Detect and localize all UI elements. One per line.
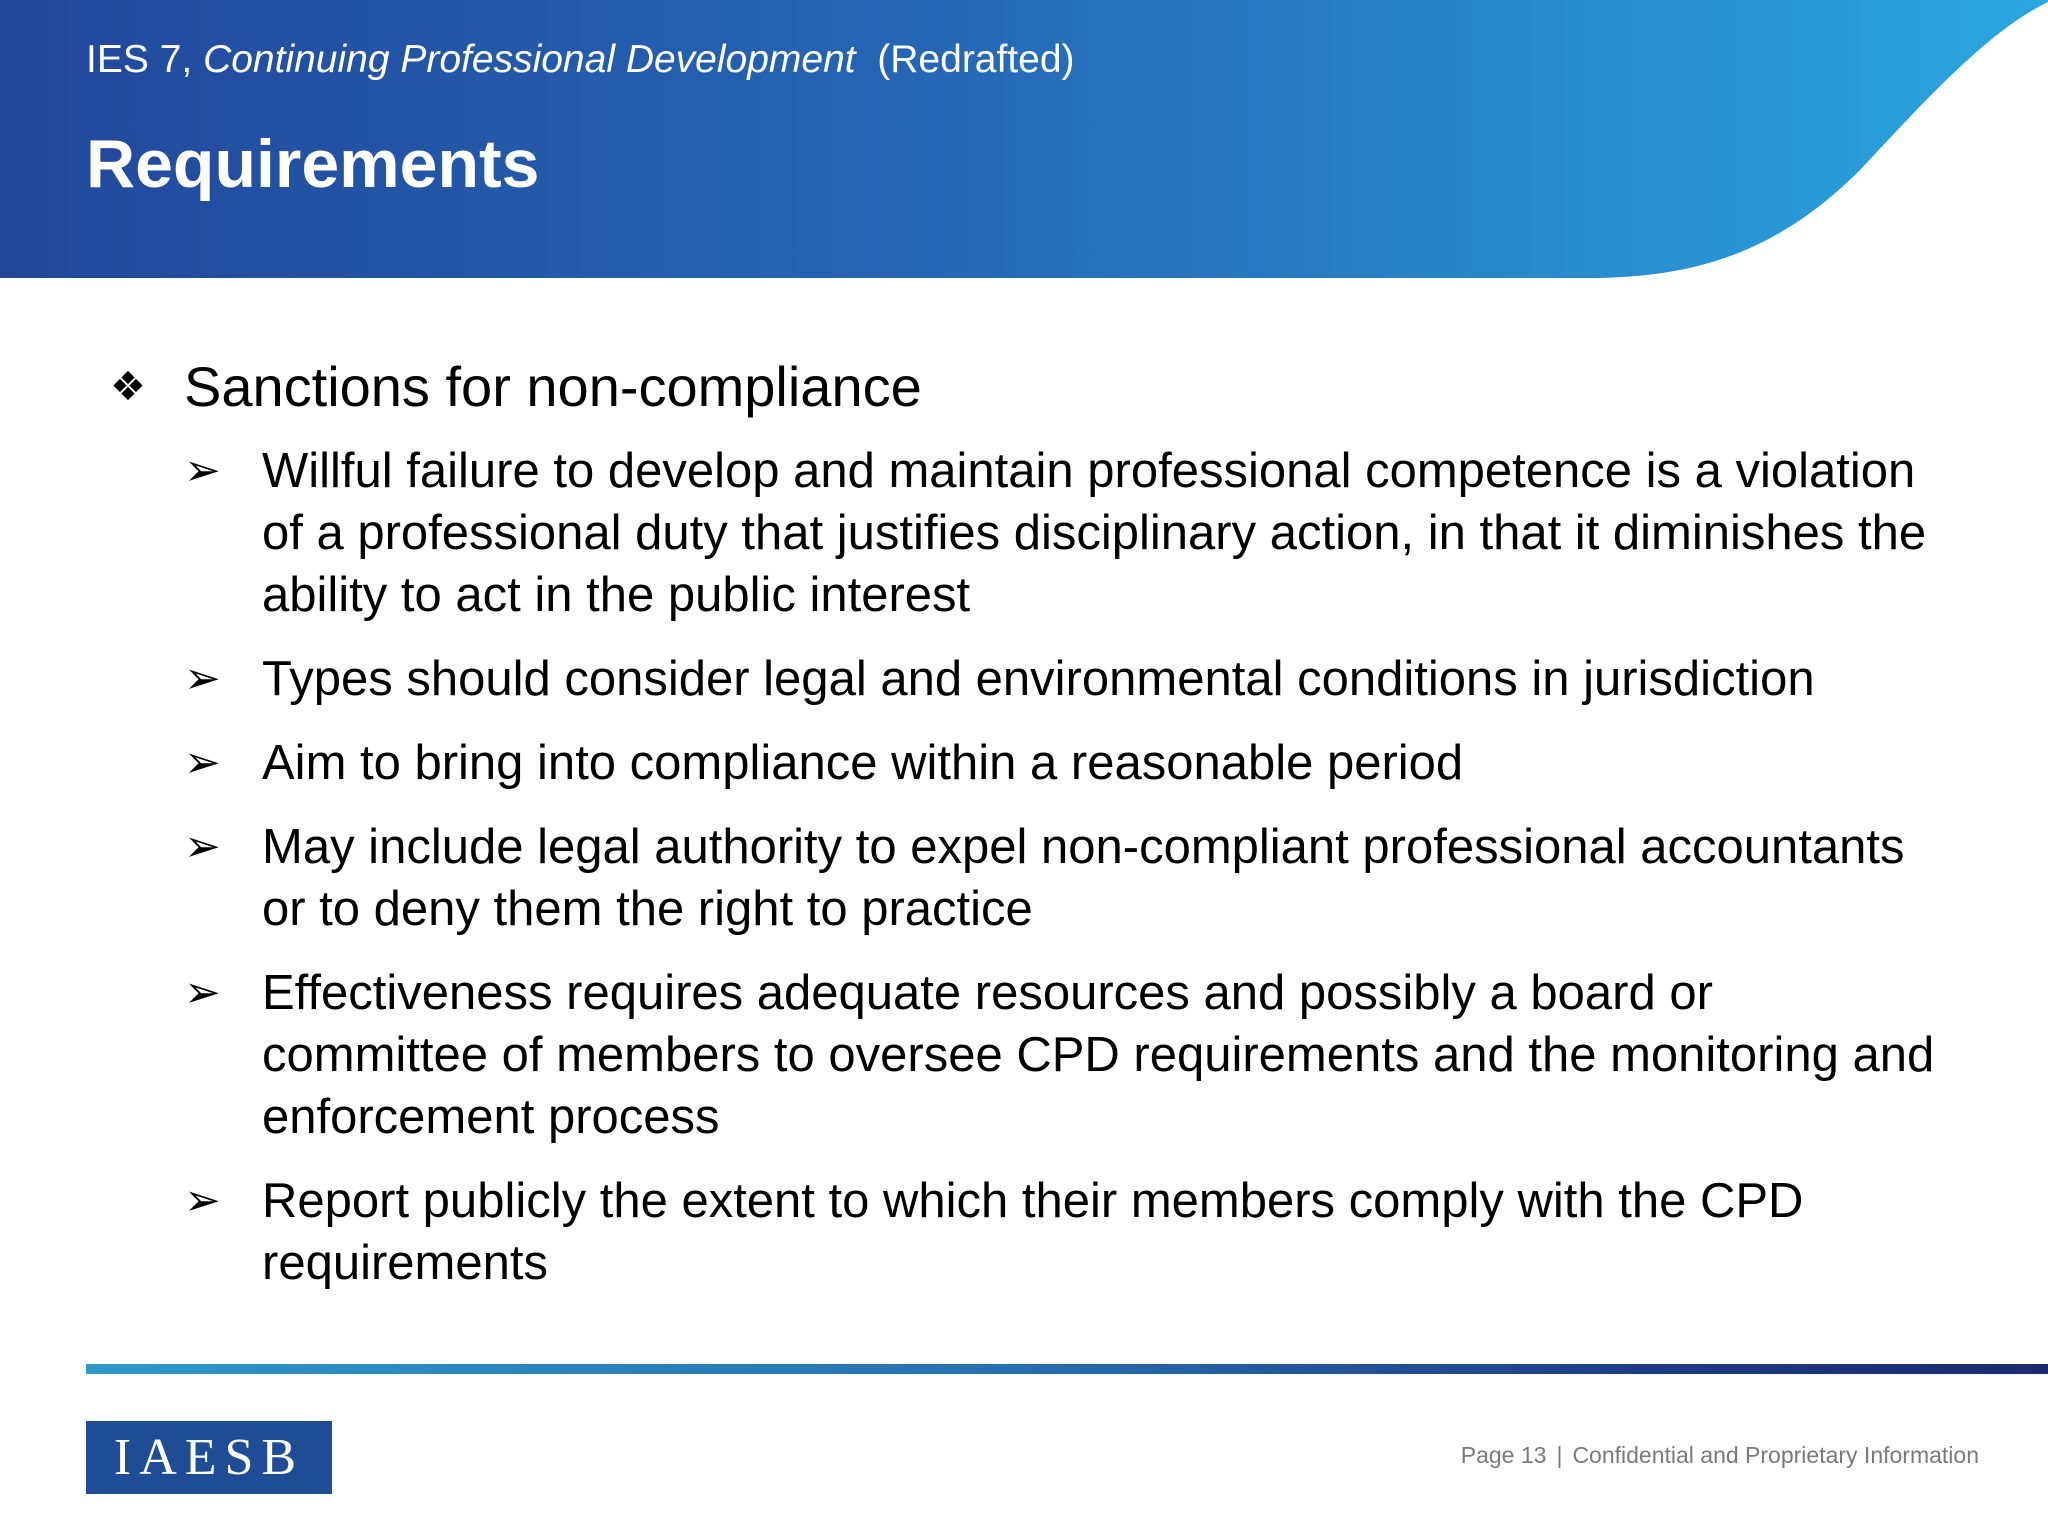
slide-subtitle xyxy=(86,36,1075,84)
arrowhead-bullet-icon: ➢ xyxy=(184,738,221,787)
arrowhead-bullet-icon: ➢ xyxy=(184,654,221,703)
sub-bullet-text: Types should consider legal and environmental conditions in jurisdiction xyxy=(262,652,1815,706)
sub-bullet-item xyxy=(180,962,1940,1148)
subtitle-suffix: (Redrafted) xyxy=(877,38,1075,81)
page-info xyxy=(1461,1438,1979,1472)
sub-bullet-text: Report publicly the extent to which their members comply with the CPD requirements xyxy=(262,1174,1804,1290)
page-number: Page 13 xyxy=(1460,1442,1547,1468)
iaesb-logo: IAESB xyxy=(86,1421,332,1494)
sub-bullet-text: Effectiveness requires adequate resources and possibly a board or committee of members to oversee CPD requirements and the monitoring and enforcement process xyxy=(262,966,1935,1144)
sub-bullet-item xyxy=(180,1170,1940,1294)
subtitle-prefix: IES 7, xyxy=(86,38,204,81)
arrowhead-bullet-icon: ➢ xyxy=(184,968,221,1017)
footer-divider xyxy=(86,1364,2048,1374)
sub-bullet-item xyxy=(180,440,1940,626)
page-info-separator: | xyxy=(1556,1442,1563,1468)
sub-bullet-list xyxy=(180,440,1940,1316)
slide-title: Requirements xyxy=(86,126,540,202)
sub-bullet-text: May include legal authority to expel non-compliant professional accountants or to deny them the right to practice xyxy=(262,820,1905,936)
sub-bullet-item xyxy=(180,816,1940,940)
header-banner xyxy=(0,0,2048,282)
arrowhead-bullet-icon: ➢ xyxy=(184,822,221,871)
arrowhead-bullet-icon: ➢ xyxy=(184,1176,221,1225)
arrowhead-bullet-icon: ➢ xyxy=(184,446,221,495)
sub-bullet-item xyxy=(180,732,1940,794)
sub-bullet-text: Aim to bring into compliance within a reasonable period xyxy=(262,736,1464,790)
subtitle-italic: Continuing Professional Development xyxy=(203,38,856,81)
four-diamond-bullet-icon: ❖ xyxy=(110,365,146,409)
sub-bullet-text: Willful failure to develop and maintain professional competence is a violation of a professional duty that justifies disciplinary action, in that it diminishes the ability to act in the public interest xyxy=(262,444,1927,622)
main-bullet xyxy=(110,352,922,422)
confidential-notice: Confidential and Proprietary Information xyxy=(1572,1442,1979,1468)
main-bullet-text: Sanctions for non-compliance xyxy=(184,355,922,418)
sub-bullet-item xyxy=(180,648,1940,710)
